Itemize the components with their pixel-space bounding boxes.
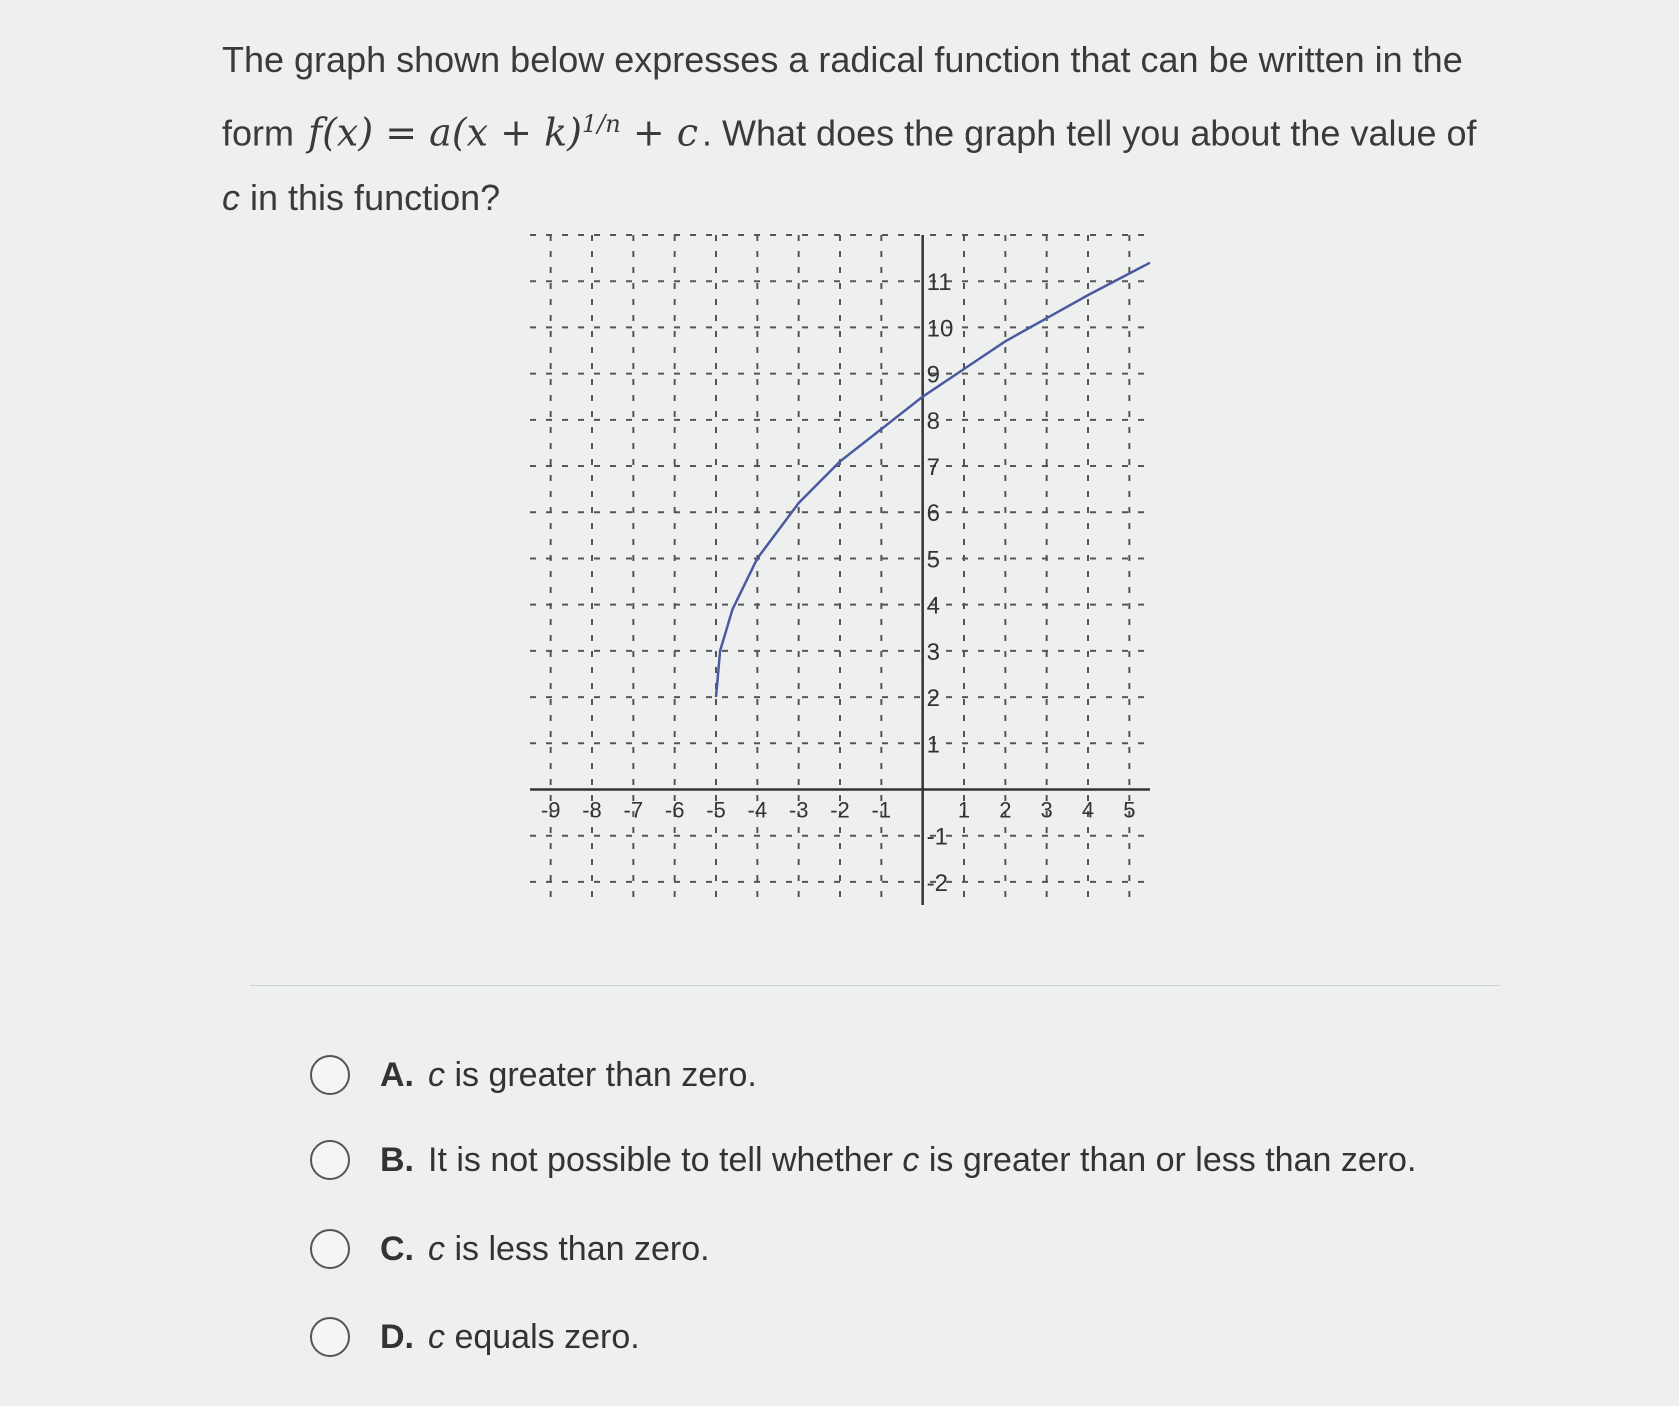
y-tick-label: 9 <box>926 361 941 389</box>
choice-d-var: c <box>428 1317 445 1356</box>
y-tick-label: 3 <box>926 638 941 666</box>
x-tick-label: 3 <box>1040 797 1053 823</box>
choice-b-letter: B. <box>380 1140 414 1179</box>
choice-b-pre: It is not possible to tell whether <box>428 1140 893 1179</box>
choice-c-label: is less than zero. <box>454 1229 710 1268</box>
choice-a[interactable] <box>310 1050 757 1100</box>
choice-b-var: c <box>902 1140 920 1179</box>
radio-d[interactable] <box>310 1317 350 1357</box>
choice-a-text <box>428 1056 757 1095</box>
question-var: c <box>222 176 240 218</box>
graph-container <box>520 230 1180 915</box>
y-tick-label: 11 <box>926 269 952 297</box>
x-tick-label: -4 <box>747 797 768 823</box>
radio-c[interactable] <box>310 1229 350 1269</box>
x-tick-label: -1 <box>871 797 892 823</box>
question-part1: The graph shown below expresses a radical function that can be written in the form <box>222 39 1463 154</box>
choice-d[interactable] <box>310 1312 640 1362</box>
x-tick-label: -8 <box>582 797 602 823</box>
choice-a-label: is greater than zero. <box>454 1055 757 1094</box>
x-tick-label: -2 <box>830 797 850 823</box>
x-tick-label: 5 <box>1123 797 1136 823</box>
divider <box>250 985 1500 986</box>
choice-d-text <box>428 1318 640 1357</box>
x-tick-label: -5 <box>706 797 726 823</box>
y-tick-label: -1 <box>926 823 949 851</box>
x-tick-label: -6 <box>664 797 685 823</box>
formula-exponent: 1/n <box>581 110 621 138</box>
choice-b-label: is greater than or less than zero. <box>928 1140 1417 1179</box>
formula <box>308 92 698 165</box>
y-tick-label: 4 <box>926 592 941 620</box>
radio-a[interactable] <box>310 1055 350 1095</box>
x-tick-label: 2 <box>999 797 1012 823</box>
function-graph <box>520 230 1180 910</box>
y-tick-label: 1 <box>926 731 941 759</box>
choice-c[interactable] <box>310 1224 710 1274</box>
y-tick-label: 2 <box>926 685 941 713</box>
x-tick-label: 1 <box>957 797 971 823</box>
y-tick-label: 7 <box>926 454 941 482</box>
choice-c-text <box>428 1230 710 1269</box>
choice-b[interactable] <box>310 1135 1416 1185</box>
choice-c-var: c <box>428 1229 445 1268</box>
x-tick-label: 4 <box>1081 797 1095 823</box>
radio-b[interactable] <box>310 1140 350 1180</box>
formula-tail: + c <box>632 110 699 155</box>
y-tick-label: 6 <box>926 500 941 528</box>
question-part2: . What does the graph tell you about the value of <box>702 112 1477 154</box>
x-tick-label: -9 <box>540 797 561 823</box>
x-tick-label: -7 <box>623 797 644 823</box>
question-text <box>222 28 1492 230</box>
choice-d-label: equals zero. <box>454 1317 640 1356</box>
y-tick-label: 5 <box>926 546 941 574</box>
choice-c-letter: C. <box>380 1229 414 1268</box>
y-tick-label: -2 <box>926 869 949 897</box>
choice-b-text <box>428 1141 1416 1180</box>
y-tick-label: 8 <box>926 407 941 435</box>
question-part3: in this function? <box>250 176 501 218</box>
choice-a-var: c <box>428 1055 445 1094</box>
y-tick-label: 10 <box>926 315 954 343</box>
choice-d-letter: D. <box>380 1317 414 1356</box>
choice-a-letter: A. <box>380 1055 414 1094</box>
formula-main: f(x) = a(x + k) <box>308 110 582 155</box>
x-tick-label: -3 <box>788 797 809 823</box>
